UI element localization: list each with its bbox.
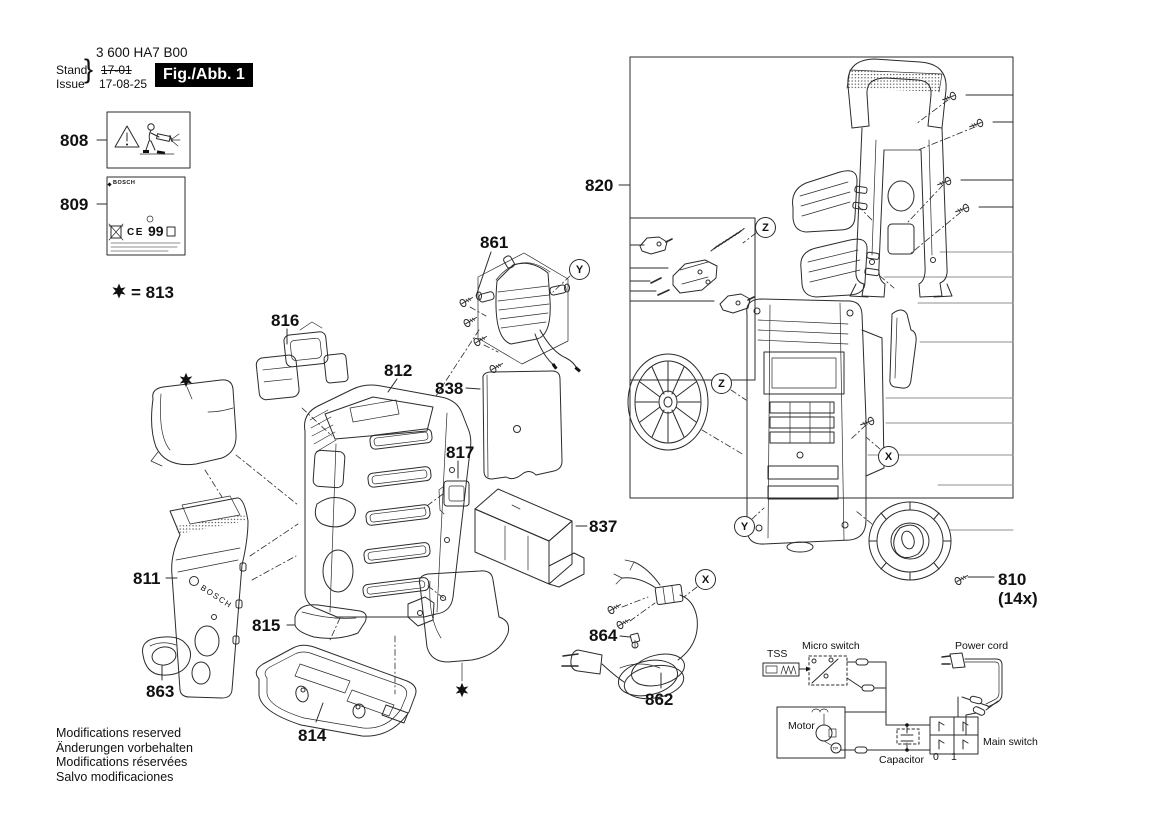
brace-glyph: }: [84, 54, 94, 84]
micro-switch-symbol: [809, 656, 847, 685]
modifications-note: [56, 726, 193, 784]
detail-marker-x-cord: X: [695, 569, 716, 590]
part-label-809: 809: [60, 195, 89, 214]
tss-symbol: [763, 663, 811, 676]
label-809-ce-mark: CE: [127, 227, 144, 238]
bosch-logo-text: BOSCH: [198, 583, 234, 611]
asterisk-icon: [456, 683, 469, 697]
panel-838-part: [483, 371, 562, 479]
knob-863-part: [143, 637, 191, 675]
rating-label-809: [107, 177, 185, 255]
part-note-813: = 813: [131, 283, 175, 302]
part-label-817: 817: [446, 443, 475, 462]
base-plate-814-part: [256, 645, 416, 736]
part-label-864: 864: [589, 626, 618, 645]
stand-label: Stand: [56, 63, 88, 77]
motor-symbol: [777, 707, 845, 758]
part-label-810-count: (14x): [998, 589, 1038, 608]
part-label-862: 862: [645, 690, 674, 709]
detail-marker-y-pump: Y: [569, 259, 590, 280]
figure-title: Fig./Abb. 1: [155, 63, 253, 87]
part-label-863: 863: [146, 682, 175, 701]
rear-housing-part: [747, 299, 884, 552]
block-837-part: [475, 489, 584, 587]
spring-part: [711, 228, 744, 251]
trigger-paddle-lower: [801, 239, 880, 297]
wheel-part: [628, 354, 708, 450]
modifications-line-fr: Modifications réservées: [56, 755, 188, 770]
part-label-838: 838: [435, 379, 464, 398]
wiring-label-micro-switch: Micro switch: [802, 640, 860, 652]
part-label-810: 810: [998, 570, 1027, 589]
wiring-label-power-cord: Power cord: [955, 640, 1009, 652]
part-label-820: 820: [585, 176, 614, 195]
side-cover-right-part: [408, 571, 509, 662]
capacitor-symbol: [897, 723, 919, 752]
modifications-line-en: Modifications reserved: [56, 726, 182, 740]
svg-text:TP: TP: [832, 746, 839, 751]
power-cord-862-part: [562, 560, 697, 703]
label-809-brand: BOSCH: [113, 180, 136, 186]
part-label-837: 837: [589, 517, 618, 536]
model-number: 3 600 HA7 B00: [96, 45, 188, 60]
hub-cap-wheel-part: [869, 502, 951, 580]
main-housing-812-part: [305, 385, 471, 617]
part-label-812: 812: [384, 361, 413, 380]
detail-marker-z-top: Z: [755, 217, 776, 238]
wiring-label-main-switch: Main switch: [983, 736, 1038, 748]
screws: [459, 92, 984, 630]
modifications-line-de: Änderungen vorbehalten: [56, 740, 193, 755]
stand-value: 17-01: [101, 63, 132, 77]
side-cover-left-part: [151, 380, 236, 466]
power-cord-symbol: [942, 653, 1002, 735]
issue-value: 17-08-25: [99, 77, 148, 91]
cable-clamp-864-part: [630, 633, 640, 648]
wiring-schematic: [763, 653, 1002, 758]
wiring-label-pos-1: 1: [951, 751, 957, 763]
latch-strip-part: [890, 310, 916, 388]
trigger-small-parts: [640, 228, 754, 313]
part-label-811: 811: [133, 569, 161, 588]
detail-marker-z-mid: Z: [711, 373, 732, 394]
part-label-861: 861: [480, 233, 509, 252]
detail-marker-y-housing: Y: [734, 516, 755, 537]
part-label-815: 815: [252, 616, 281, 635]
part-label-816: 816: [271, 311, 300, 330]
warning-label-808: [107, 112, 190, 168]
wiring-label-capacitor: Capacitor: [879, 754, 924, 766]
modifications-line-es: Salvo modificaciones: [56, 769, 174, 784]
bracket-816-part: [254, 322, 350, 400]
pump-861-part: [477, 253, 581, 372]
part-label-808: 808: [60, 131, 89, 150]
detail-marker-x-housing: X: [878, 446, 899, 467]
main-switch-symbol: [930, 717, 978, 754]
front-cover-811-part: [170, 496, 248, 698]
wiring-label-tss: TSS: [767, 648, 788, 660]
part-label-814: 814: [298, 726, 327, 745]
handle-part: [847, 59, 952, 297]
wiring-label-motor: Motor: [788, 720, 815, 732]
issue-label: Issue: [56, 77, 85, 91]
wiring-label-pos-0: 0: [933, 751, 939, 763]
strip-815-part: [295, 605, 366, 639]
label-809-number: 99: [148, 223, 164, 239]
asterisk-icon: [112, 283, 125, 298]
trigger-paddle-upper: [793, 171, 868, 232]
